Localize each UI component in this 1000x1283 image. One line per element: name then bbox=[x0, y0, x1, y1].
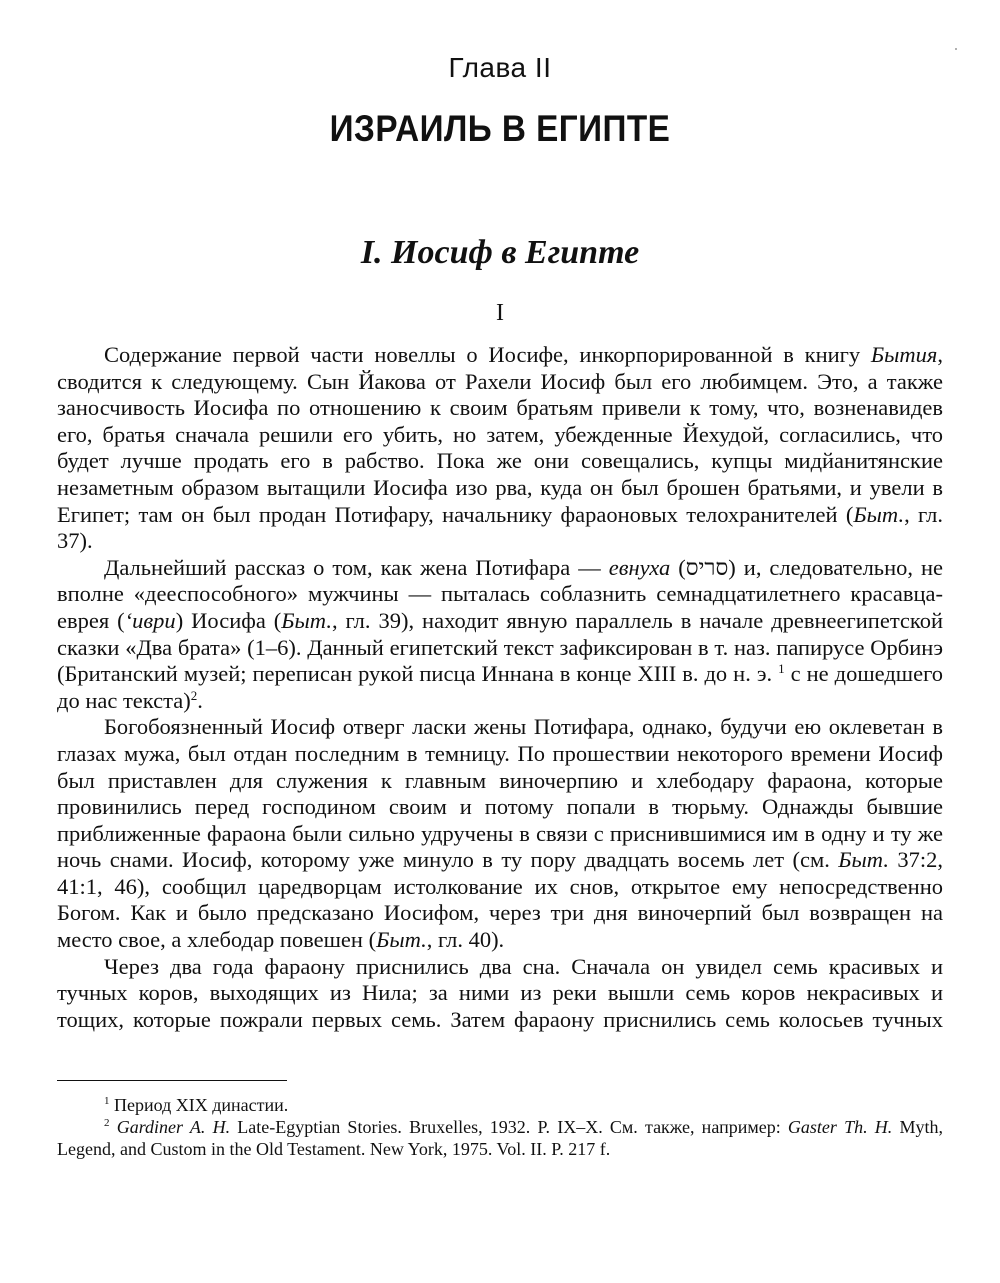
text-run: 37:2, 41:1, 46), сообщил царедворцам истолкование их снов, открытое ему непосредственно Богом. Как и было предсказано Иосифом, через три дня виночерпий был возвращен на место свое, а хлебодар повешен ( bbox=[57, 847, 943, 953]
footnote-ref-1[interactable]: 1 bbox=[778, 661, 785, 677]
italic-run: Быт. bbox=[376, 927, 427, 953]
text-run: Богобоязненный Иосиф отверг ласки жены Потифара, однако, будучи ею оклеветан в глазах мужа, был отдан последним в темницу. По прошествии некоторого времени Иосиф был приставлен для служения к главным виночерпию и хлебодару фараона, которые провинились перед господином своим и потому попали в тюрьму. Однажды бывшие приближенные фараона были сильно удручены в связи с приснившимися им в одну и ту же ночь снами. Иосиф, которому уже минуло в ту пору двадцать восемь лет (см. bbox=[57, 714, 943, 873]
footnotes bbox=[57, 1094, 943, 1160]
footnote-2 bbox=[57, 1116, 943, 1160]
text-run: , сводится к следующему. Сын Йакова от Рахели Иосиф был его любимцем. Это, а также заносчивость Иосифа по отношению к своим братьям привели к тому, что, возненавидев его, братья сначала решили его убить, но затем, убежденные Йехудой, согласились, что будет лучше продать его в рабство. Пока же они совещались, купцы мидйанитянские незаметным образом вытащили Иосифа изо рва, куда он был брошен братьями, и увели в Египет; там он был продан Потифару, начальнику фараоновых телохранителей ( bbox=[57, 342, 943, 527]
footnote-text: Myth, Legend, and Custom in the Old Testament. New York, 1975. Vol. II. P. 217 f. bbox=[57, 1117, 944, 1159]
text-run: . bbox=[197, 687, 203, 713]
italic-run: Бытия bbox=[870, 342, 938, 367]
text-run: Дальнейший рассказ о том, как жена Потифара — bbox=[104, 554, 609, 580]
scan-speck bbox=[955, 48, 957, 50]
footnote-text: Период XIX династии. bbox=[109, 1095, 289, 1115]
text-run: , гл. 40). bbox=[426, 927, 505, 953]
text-run: Содержание первой части новеллы о Иосифе, инкорпорированной в книгу bbox=[104, 342, 871, 367]
italic-run: Gardiner A. H. bbox=[116, 1117, 231, 1137]
main-text bbox=[57, 342, 943, 1033]
footnote-ref-2[interactable]: 2 bbox=[190, 687, 198, 703]
italic-run: Gaster Th. H. bbox=[787, 1117, 893, 1137]
paragraph-3 bbox=[57, 714, 943, 953]
chapter-label: Глава II bbox=[448, 52, 552, 83]
italic-run: Быт. bbox=[838, 847, 889, 873]
italic-run: ‘иври bbox=[124, 607, 176, 633]
footnote-divider bbox=[57, 1080, 287, 1081]
chapter-title: ИЗРАИЛЬ В ЕГИПТЕ bbox=[329, 108, 671, 149]
footnote-number: 2 bbox=[104, 1117, 110, 1129]
footnote-1 bbox=[57, 1094, 943, 1116]
text-run: , гл. 39), находит явную параллель в начале древнеегипетской сказки «Два брата» (1–6). Данный египетский текст зафиксирован в т. наз. папирусе Орбинэ (Британский музей; переписан рукой писца Иннана в конце XIII в. до н. э. bbox=[57, 607, 943, 687]
text-run: (סריס) и, следовательно, не вполне «дееспособного» мужчины — пыталась соблазнить семнадцатилетнего красавца-еврея ( bbox=[57, 554, 944, 633]
paragraph-1 bbox=[57, 342, 943, 555]
paragraph-4 bbox=[57, 954, 943, 1034]
footnote-text: Late-Egyptian Stories. Bruxelles, 1932. P. IX–X. См. также, например: bbox=[230, 1117, 788, 1137]
text-run: с не дошедшего до нас текста) bbox=[57, 661, 944, 713]
text-run: Через два года фараону приснились два сна. Сначала он увидел семь красивых и тучных коров, выходящих из Нила; за ними из реки вышли семь коров некрасивых и тощих, которые пожрали первых семь. Затем фараону приснились семь колосьев тучных bbox=[57, 953, 943, 1032]
italic-run: евнуха bbox=[608, 554, 671, 580]
section-title: I. Иосиф в Египте bbox=[360, 234, 640, 271]
text-run: ) Иосифа ( bbox=[175, 607, 282, 633]
part-number: I bbox=[496, 300, 504, 326]
text-run: , гл. 37). bbox=[57, 501, 943, 554]
paragraph-2 bbox=[57, 555, 943, 715]
italic-run: Быт. bbox=[281, 607, 332, 633]
italic-run: Быт. bbox=[853, 501, 905, 527]
footnote-number: 1 bbox=[104, 1095, 110, 1107]
